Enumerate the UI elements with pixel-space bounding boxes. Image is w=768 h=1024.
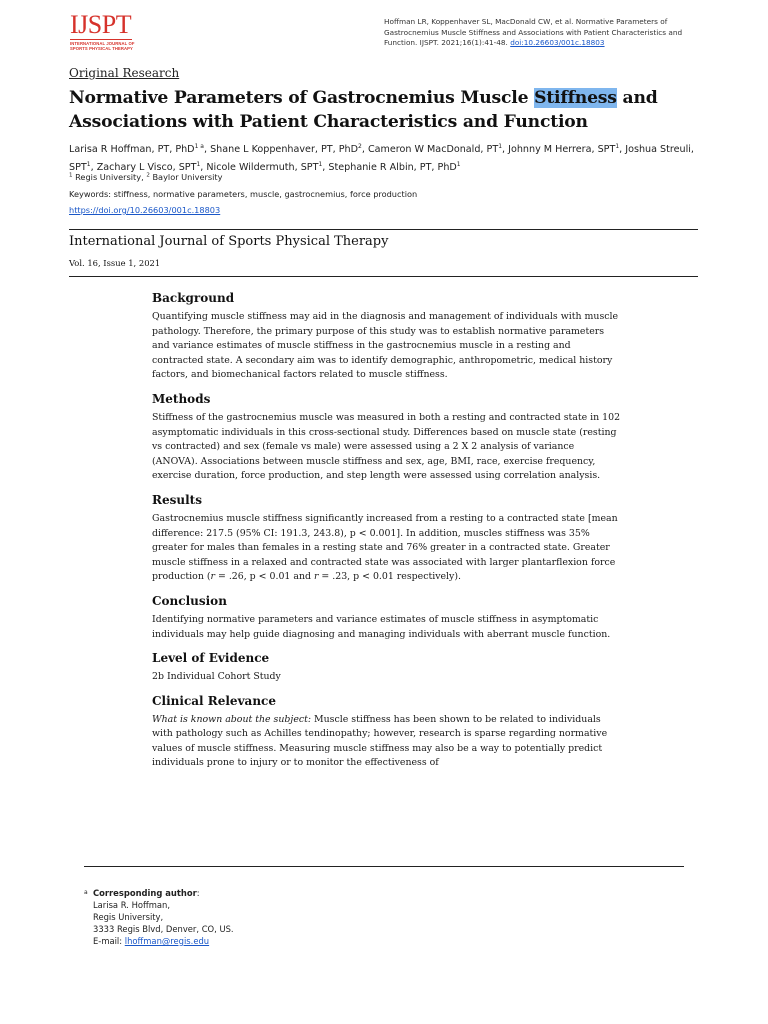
methods-text: Stiffness of the gastrocnemius muscle was measured in both a resting and contracted state in 102 asymptomatic individuals in this cross-sectional study. Differences based on muscle state (resting vs contracted) and sex (female vs male) were assessed using a 2 X 2 analysis of variance (ANOVA). Associations between muscle stiffness and sex, age, BMI, race, exercise frequency, exercise duration, force production, and step length were assessed using correlation analysis. — [152, 411, 621, 482]
footnote-line: Larisa R. Hoffman, — [93, 900, 171, 910]
footnote-line: 3333 Regis Blvd, Denver, CO, US. — [93, 924, 234, 934]
title-part-1: Normative Parameters of Gastrocnemius Muscle — [69, 88, 535, 108]
author: Nicole Wildermuth, SPT$^1$ — [206, 161, 323, 174]
abstract — [152, 290, 622, 779]
citation-text: Hoffman LR, Koppenhaver SL, MacDonald CW, et al. Normative Parameters of Gastrocnemius Muscle Stiffness and Associations with Patient Characteristics and Function. IJSPT. 2021;16(1):41-48. — [384, 17, 683, 47]
title-part-2: and Associations with Patient Characteristics and Function — [69, 88, 658, 132]
article-title — [69, 86, 709, 134]
background-text: Quantifying muscle stiffness may aid in the diagnosis and management of individuals with muscle pathology. Therefore, the primary purpose of this study was to establish normative parameters and variance estimates of muscle stiffness in the gastrocnemius muscle in a resting and contracted state. A secondary aim was to identify demographic, anthropometric, medical history factors, and biomechanical factors related to muscle stiffness. — [152, 311, 619, 381]
author: Larisa R Hoffman, PT, PhD$^{1 a}$ — [69, 143, 204, 156]
logo-subtitle-2: SPORTS PHYSICAL THERAPY — [70, 45, 133, 51]
footnote-mark: a — [84, 889, 88, 896]
logo-text: IJSPT — [70, 10, 132, 39]
author: Cameron W MacDonald, $PT^1$ — [367, 143, 503, 156]
author: Stephanie R Albin, PT, PhD$^1$ — [328, 161, 461, 174]
email-link[interactable]: lhoffman@regis.edu — [124, 936, 210, 946]
relevance-text: What is known about the subject: Muscle stiffness has been shown to be related to individuals with pathology such as Achilles tendinopathy; however, research is sparse regarding normative values of muscle stiffness. Measuring muscle stiffness may also be a way to potentially predict individuals prone to injury or to monitor the effectiveness of — [152, 713, 608, 769]
author: Shane L Koppenhaver, PT, PhD$^2$ — [210, 143, 362, 156]
results-heading: Results — [152, 492, 202, 507]
journal-logo — [70, 10, 135, 51]
keywords: Keywords: stiffness, normative parameters, muscle, gastrocnemius, force production — [69, 189, 418, 199]
relevance-heading: Clinical Relevance — [152, 693, 276, 708]
evidence-heading: Level of Evidence — [152, 651, 270, 666]
author: Johnny M Herrera, SPT$^1$ — [508, 143, 620, 156]
journal-volume: Vol. 16, Issue 1, 2021 — [69, 258, 161, 268]
author-list: Larisa R Hoffman, PT, PhD$^{1 a}$, Shane L Koppenhaver, PT, PhD$^2$, Cameron W MacDonald, $PT^1$, Johnny M Herrera, SPT$^1$, Joshua Streuli, SPT$^1$, Zachary L Visco, SPT$^1$, Nicole Wildermuth, SPT$^1$, Stephanie R Albin, PT, PhD$^1$ — [69, 143, 694, 174]
citation-doi-link[interactable]: doi:10.26603/001c.18803 — [510, 38, 605, 47]
journal-name: International Journal of Sports Physical Therapy — [69, 234, 389, 249]
article-type: Original Research — [69, 66, 180, 80]
methods-heading: Methods — [152, 391, 211, 406]
author: Joshua Streuli, SPT$^1$ — [69, 144, 694, 174]
affiliations: $^1$ Regis University, $^2$ Baylor University — [69, 172, 223, 182]
results-text: Gastrocnemius muscle stiffness significantly increased from a resting to a contracted state [mean difference: 217.5 (95% CI: 191.3, 243.8), p < 0.001]. In addition, muscles stiffness was 35% greater for males than females in a resting state and 76% greater in a contracted state. Greater muscle stiffness in a relaxed and contracted state was associated with larger plantarflexion force production (r = .26, p < 0.01 and r = .23, p < 0.01 respectively). — [152, 512, 618, 583]
author: Zachary L Visco, SPT$^1$ — [96, 161, 201, 174]
title-highlight: Stiffness — [534, 88, 617, 108]
citation — [384, 17, 694, 49]
logo-subtitle-1: INTERNATIONAL JOURNAL OF — [70, 40, 135, 46]
corresponding-author-footnote: a Corresponding author: Larisa R. Hoffman, Regis University, 3333 Regis Blvd, Denver, CO, US. E-mail: lhoffman@regis.edu — [84, 888, 234, 946]
divider — [69, 276, 698, 277]
footnote-line: Regis University, — [93, 912, 164, 922]
footnote-divider — [84, 866, 684, 867]
conclusion-heading: Conclusion — [152, 593, 227, 608]
divider — [69, 229, 698, 230]
conclusion-text: Identifying normative parameters and variance estimates of muscle stiffness in asymptomatic individuals may help guide diagnosing and managing individuals with aberrant muscle function. — [152, 613, 611, 640]
background-heading: Background — [152, 291, 235, 305]
evidence-text: 2b Individual Cohort Study — [152, 671, 281, 683]
doi-link[interactable]: https://doi.org/10.26603/001c.18803 — [69, 205, 221, 215]
footnote-label: Corresponding author — [93, 888, 197, 898]
